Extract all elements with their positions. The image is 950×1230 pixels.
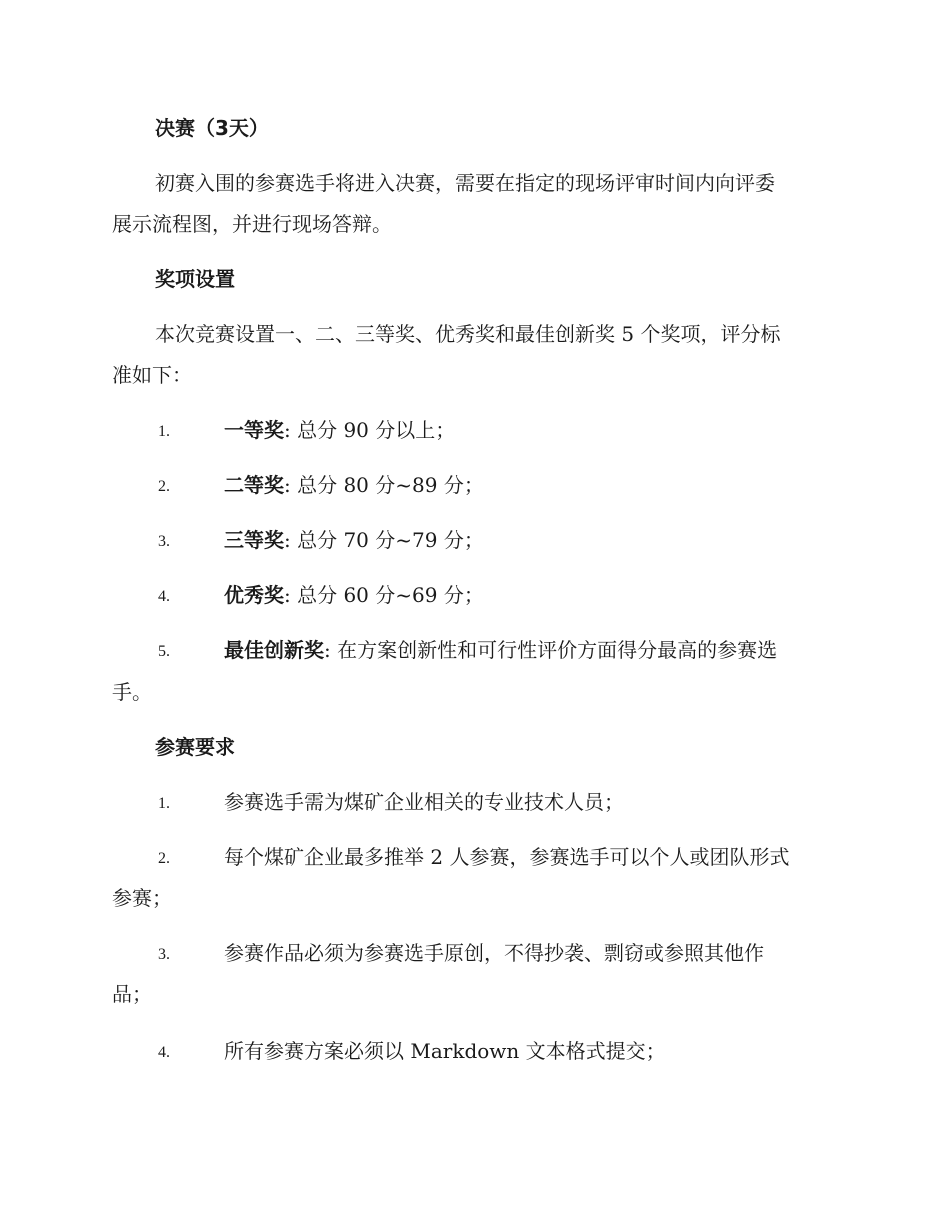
list-item-continuation: 品； xyxy=(112,982,152,1006)
award-term: 最佳创新奖 xyxy=(224,638,324,662)
list-number: 3. xyxy=(158,946,170,963)
awards-intro-line-1: 本次竞赛设置一、二、三等奖、优秀奖和最佳创新奖 5 个奖项，评分标 xyxy=(155,322,781,346)
list-item-text: 每个煤矿企业最多推举 2 人参赛，参赛选手可以个人或团队形式 xyxy=(224,845,790,869)
section-heading-requirements: 参赛要求 xyxy=(155,735,235,759)
list-number: 4. xyxy=(158,1044,170,1061)
list-item-text: 所有参赛方案必须以 Markdown 文本格式提交； xyxy=(224,1039,666,1063)
section-heading-final: 决赛（3天） xyxy=(155,116,269,140)
list-item-text xyxy=(224,527,484,553)
section-heading-awards: 奖项设置 xyxy=(155,267,235,291)
list-number: 2. xyxy=(158,850,170,867)
awards-intro-line-2: 准如下： xyxy=(112,363,192,387)
award-term: 优秀奖 xyxy=(224,583,284,607)
list-number: 1. xyxy=(158,795,170,812)
list-number: 4. xyxy=(158,588,170,605)
award-desc: : 总分 80 分~89 分； xyxy=(284,473,484,497)
award-term: 二等奖 xyxy=(224,473,284,497)
list-item-continuation: 手。 xyxy=(112,680,152,704)
final-paragraph-line-2: 展示流程图，并进行现场答辩。 xyxy=(112,212,392,236)
award-term: 三等奖 xyxy=(224,528,284,552)
award-desc: : 总分 60 分~69 分； xyxy=(284,583,484,607)
list-number: 1. xyxy=(158,423,170,440)
list-item-text xyxy=(224,582,484,608)
list-item-text xyxy=(224,472,484,498)
list-number: 5. xyxy=(158,643,170,660)
list-number: 2. xyxy=(158,478,170,495)
award-desc: : 总分 90 分以上； xyxy=(284,418,456,442)
award-desc: : 总分 70 分~79 分； xyxy=(284,528,484,552)
list-item-text: 参赛选手需为煤矿企业相关的专业技术人员； xyxy=(224,790,624,814)
final-paragraph-line-1: 初赛入围的参赛选手将进入决赛，需要在指定的现场评审时间内向评委 xyxy=(155,171,775,195)
list-item-text xyxy=(224,417,455,443)
list-item-continuation: 参赛； xyxy=(112,886,172,910)
list-item-text xyxy=(224,637,777,663)
list-item-text: 参赛作品必须为参赛选手原创，不得抄袭、剽窃或参照其他作 xyxy=(224,941,764,965)
list-number: 3. xyxy=(158,533,170,550)
award-desc: : 在方案创新性和可行性评价方面得分最高的参赛选 xyxy=(324,638,778,662)
award-term: 一等奖 xyxy=(224,418,284,442)
